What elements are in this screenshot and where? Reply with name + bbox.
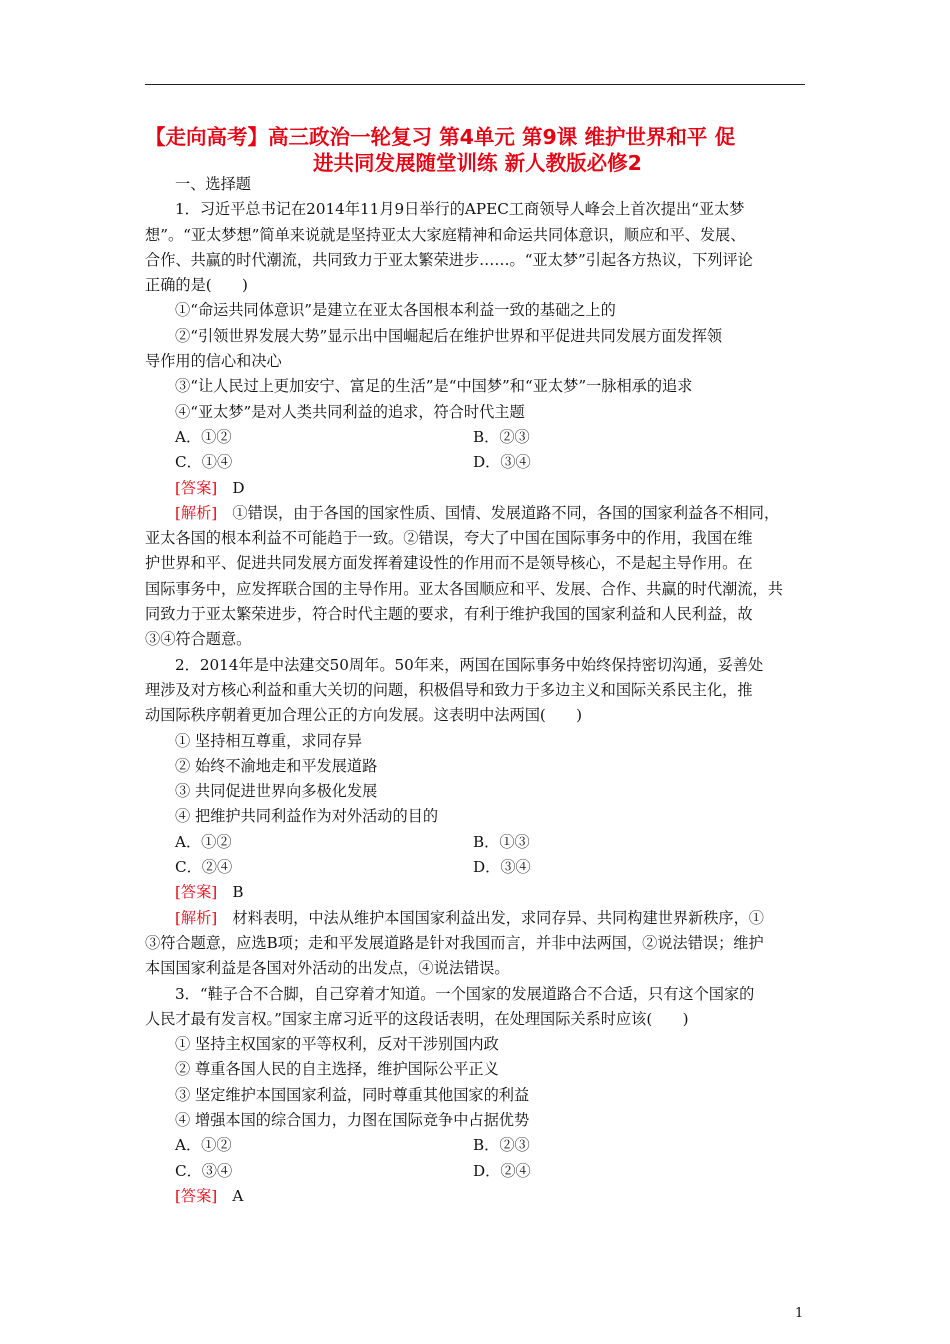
statement-item: ④ 把维护共同利益作为对外活动的目的 <box>175 807 439 826</box>
option-d: D．②④ <box>473 1161 531 1180</box>
answer-tag: [答案] <box>175 883 218 902</box>
question-1 <box>145 197 810 652</box>
option-c: C．③④ <box>175 1161 233 1180</box>
option-a: A．①② <box>175 1136 232 1155</box>
section-heading: 一、选择题 <box>175 175 251 193</box>
statement-item: ①“命运共同体意识”是建立在亚太各国根本利益一致的基础之上的 <box>175 301 616 320</box>
statement-item-cont: 导作用的信心和决心 <box>145 352 282 371</box>
header-rule <box>145 84 805 85</box>
title-line-2: 进共同发展随堂训练 新人教版必修2 <box>313 151 642 175</box>
option-d: D．③④ <box>473 453 531 472</box>
analysis-line: 本国国家利益是各国对外活动的出发点，④说法错误。 <box>145 959 510 978</box>
stem-line: 正确的是( ) <box>145 276 248 295</box>
option-a: A．①② <box>175 832 232 851</box>
analysis-line <box>145 906 810 931</box>
analysis-line: 国际事务中，应发挥联合国的主导作用。亚太各国顺应和平、发展、合作、共赢的时代潮流，共 <box>145 579 783 598</box>
analysis-tag: [解析] <box>175 503 218 522</box>
option-c: C．②④ <box>175 858 233 877</box>
stem-line: 3．“鞋子合不合脚，自己穿着才知道。一个国家的发展道路合不合适，只有这个国家的 <box>175 984 755 1003</box>
analysis-tag: [解析] <box>175 908 218 927</box>
analysis-line: 护世界和平、促进共同发展方面发挥着建设性的作用而不是领导核心，不是起主导作用。在 <box>145 554 753 573</box>
options-row <box>145 1159 810 1184</box>
analysis-line <box>145 501 810 526</box>
answer-line <box>145 880 810 905</box>
answer-line <box>145 476 810 501</box>
answer-value: A <box>232 1186 244 1205</box>
option-b: B．②③ <box>473 1136 530 1155</box>
option-b: B．②③ <box>473 427 530 446</box>
statement-item: ④“亚太梦”是对人类共同利益的追求，符合时代主题 <box>175 402 525 421</box>
option-c: C．①④ <box>175 453 233 472</box>
question-3 <box>145 982 810 1210</box>
analysis-line: 亚太各国的根本利益不可能趋于一致。②错误，夸大了中国在国际事务中的作用，我国在维 <box>145 529 753 548</box>
title-line-1: 【走向高考】高三政治一轮复习 第4单元 第9课 维护世界和平 促 <box>145 125 736 149</box>
answer-tag: [答案] <box>175 478 218 497</box>
stem-line: 1．习近平总书记在2014年11月9日举行的APEC工商领导人峰会上首次提出“亚太梦 <box>175 200 745 219</box>
stem-line: 合作、共赢的时代潮流，共同致力于亚太繁荣进步……。“亚太梦”引起各方热议，下列评论 <box>145 250 753 269</box>
options-row <box>145 830 810 855</box>
document-body <box>145 172 810 1209</box>
answer-value: D <box>232 478 245 497</box>
statement-item: ④ 增强本国的综合国力，力图在国际竞争中占据优势 <box>175 1110 530 1129</box>
question-2 <box>145 653 810 982</box>
analysis-line: 同致力于亚太繁荣进步，符合时代主题的要求，有利于维护我国的国家利益和人民利益，故 <box>145 605 753 624</box>
statement-item: ③ 共同促进世界向多极化发展 <box>175 782 378 801</box>
statement-item: ③ 坚定维护本国国家利益，同时尊重其他国家的利益 <box>175 1085 530 1104</box>
statement-item: ②“引领世界发展大势”显示出中国崛起后在维护世界和平促进共同发展方面发挥领 <box>175 326 723 345</box>
options-row <box>145 450 810 475</box>
options-row <box>145 1133 810 1158</box>
answer-value: B <box>232 883 244 902</box>
option-b: B．①③ <box>473 832 530 851</box>
analysis-text: 材料表明，中法从维护本国国家利益出发，求同存异、共同构建世界新秩序，① <box>232 908 764 927</box>
analysis-line: ③④符合题意。 <box>145 630 252 649</box>
stem-line: 想”。“亚太梦想”简单来说就是坚持亚太大家庭精神和命运共同体意识，顺应和平、发展、 <box>145 225 746 244</box>
answer-tag: [答案] <box>175 1186 218 1205</box>
statement-item: ② 始终不渝地走和平发展道路 <box>175 756 378 775</box>
options-row <box>145 855 810 880</box>
stem-line: 动国际秩序朝着更加合理公正的方向发展。这表明中法两国( ) <box>145 706 583 725</box>
stem-line: 理涉及对方核心利益和重大关切的问题，积极倡导和致力于多边主义和国际关系民主化，推 <box>145 680 753 699</box>
options-row <box>145 425 810 450</box>
page-number: 1 <box>795 1306 804 1321</box>
option-a: A．①② <box>175 427 232 446</box>
statement-item: ③“让人民过上更加安宁、富足的生活”是“中国梦”和“亚太梦”一脉相承的追求 <box>175 377 693 396</box>
stem-line: 人民才最有发言权。”国家主席习近平的这段话表明，在处理国际关系时应该( ) <box>145 1009 689 1028</box>
statement-item: ① 坚持主权国家的平等权利，反对干涉别国内政 <box>175 1035 499 1054</box>
stem-line: 2．2014年是中法建交50周年。50年来，两国在国际事务中始终保持密切沟通，妥善处 <box>175 655 764 674</box>
answer-line <box>145 1184 810 1209</box>
analysis-text: ①错误，由于各国的国家性质、国情、发展道路不同，各国的国家利益各不相同， <box>232 503 780 522</box>
statement-item: ① 坚持相互尊重，求同存异 <box>175 731 363 750</box>
analysis-line: ③符合题意，应选B项；走和平发展道路是针对我国而言，并非中法两国，②说法错误；维护 <box>145 933 764 952</box>
document-title <box>145 124 810 176</box>
option-d: D．③④ <box>473 858 531 877</box>
statement-item: ② 尊重各国人民的自主选择，维护国际公平正义 <box>175 1060 499 1079</box>
